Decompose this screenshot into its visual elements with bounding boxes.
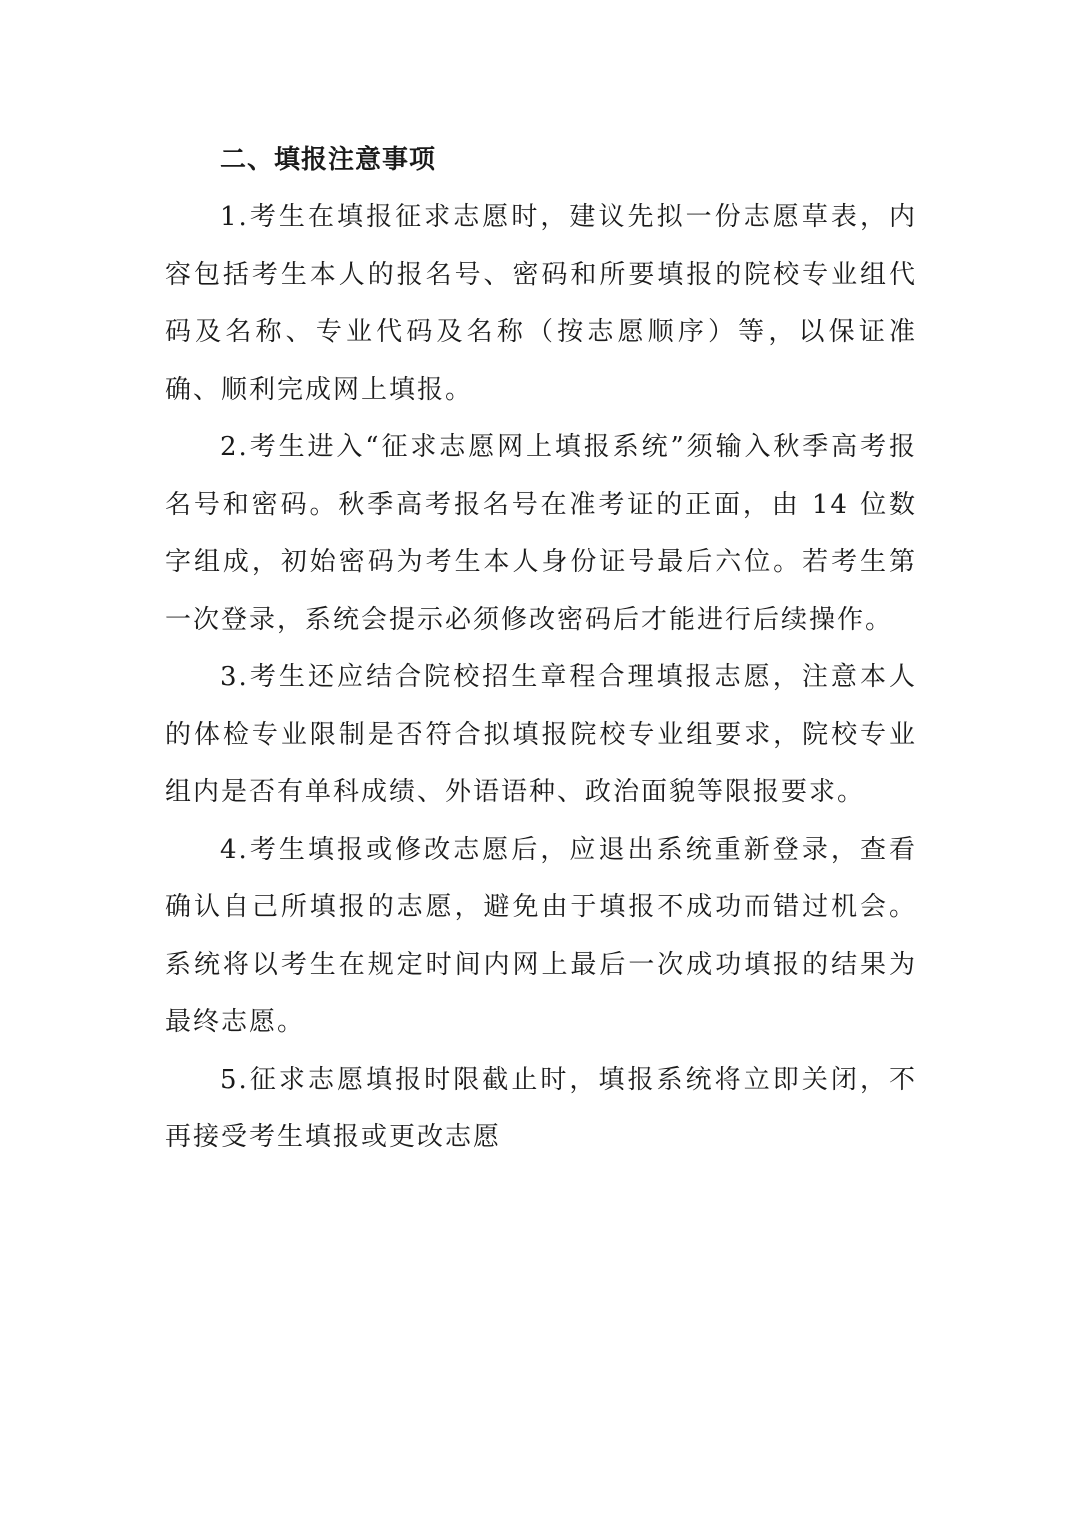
notice-item-1: 1.考生在填报征求志愿时，建议先拟一份志愿草表，内容包括考生本人的报名号、密码和所要填报的院校专业组代码及名称、专业代码及名称（按志愿顺序）等，以保证准确、顺利完成网上填报。	[165, 202, 917, 405]
notice-item-2: 2.考生进入“征求志愿网上填报系统”须输入秋季高考报名号和密码。秋季高考报名号在准考证的正面，由 14 位数字组成，初始密码为考生本人身份证号最后六位。若考生第一次登录，系统会提示必须修改密码后才能进行后续操作。	[165, 432, 917, 635]
document-body	[165, 132, 917, 1167]
notice-item-3: 3.考生还应结合院校招生章程合理填报志愿，注意本人的体检专业限制是否符合拟填报院校专业组要求，院校专业组内是否有单科成绩、外语语种、政治面貌等限报要求。	[165, 662, 917, 807]
notice-item-4: 4.考生填报或修改志愿后，应退出系统重新登录，查看确认自己所填报的志愿，避免由于填报不成功而错过机会。系统将以考生在规定时间内网上最后一次成功填报的结果为最终志愿。	[165, 834, 917, 1037]
section-heading: 二、填报注意事项	[220, 145, 437, 175]
notice-item-5: 5.征求志愿填报时限截止时，填报系统将立即关闭，不再接受考生填报或更改志愿	[165, 1064, 917, 1152]
